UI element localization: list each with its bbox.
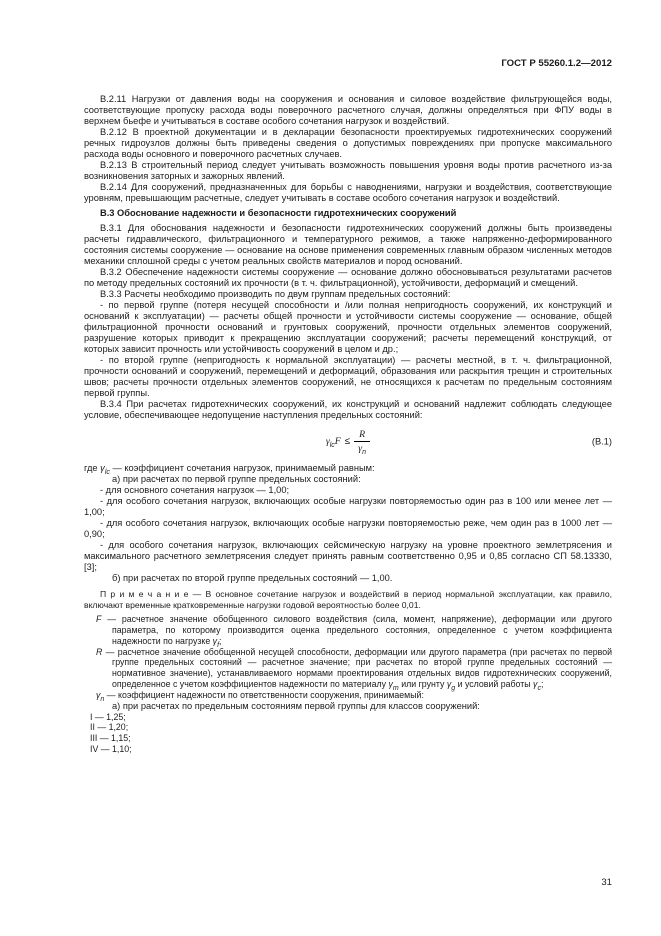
- doc-paragraph: $\gamma_n$ — коэффициент надежности по ответственности сооружения, принимаемый:: [96, 689, 424, 703]
- formula-lhs: $\gamma_{lc}F$: [325, 436, 341, 449]
- doc-paragraph: II — 1,20;: [90, 722, 129, 733]
- doc-paragraph: I — 1,25;: [90, 711, 126, 722]
- doc-paragraph: П р и м е ч а н и е — В основное сочетание нагрузок и воздействий в период нормальной эксплуатации, как правило, включают временные кратковременные нагрузки годовой вероятностью более 0,01.: [84, 589, 612, 610]
- doc-paragraph: F — расчетное значение обобщенного силового воздействия (сила, момент, напряжение), деформации или другого параметра, по которому производится оценка предельного состояния, определенное с учетом коэффициента надежности по нагрузке $\gamma_f$;: [96, 614, 612, 649]
- doc-paragraph: - по второй группе (непригодность к нормальной эксплуатации) — расчеты местной, в т. ч. фильтрационной, прочности оснований и сооружений, перемещений и деформаций, образования или раскрытия трещин и строительных швов; расчеты прочности отдельных элементов сооружений, не относящихся к расчетам по предельным состояниям первой группы.: [84, 355, 612, 398]
- doc-paragraph: IV — 1,10;: [90, 743, 132, 754]
- doc-paragraph: В.3.1 Для обоснования надежности и безопасности гидротехнических сооружений должны быть произведены расчеты гидравлического, фильтрационного и температурного режимов, а также напряженно-деформированного состояния системы сооружение — основание на основе применения современных главным образом численных методов механики сплошной среды с учетом реальных свойств материалов и пород оснований.: [84, 223, 612, 266]
- formula-b1: [326, 429, 370, 454]
- document-number-header: ГОСТ Р 55260.1.2—2012: [501, 58, 612, 69]
- formula-number: (В.1): [591, 436, 612, 446]
- formula-fraction: $\frac{R}{\gamma_n}$: [354, 429, 370, 454]
- doc-paragraph: В.2.13 В строительный период следует учитывать возможность повышения уровня воды против расчетного из-за возникновения заторных и зажорных явлений.: [84, 160, 612, 181]
- doc-paragraph: б) при расчетах по второй группе предельных состояний — 1,00.: [112, 573, 393, 583]
- page-number: 31: [601, 877, 612, 888]
- doc-paragraph: - для особого сочетания нагрузок, включающих сейсмическую нагрузку на уровне проектного землетрясения и максимального расчетного землетрясения следует принять равным соответственно 0,95 и 0,85 согласно СП 58.13330, [3];: [84, 540, 612, 572]
- doc-paragraph: В.3.3 Расчеты необходимо производить по двум группам предельных состояний:: [100, 289, 451, 299]
- doc-paragraph: В.3.4 При расчетах гидротехнических сооружений, их конструкций и оснований надлежит соблюдать следующее условие, обеспечивающее недопущение наступления предельных состояний:: [84, 399, 612, 420]
- doc-paragraph: где $\gamma_{lc}$ — коэффициент сочетания нагрузок, принимаемый равным:: [84, 463, 375, 476]
- doc-paragraph: а) при расчетах по первой группе предельных состояний:: [112, 474, 361, 484]
- doc-paragraph: - для особого сочетания нагрузок, включающих особые нагрузки повторяемостью реже, чем один раз в 1000 лет — 0,90;: [84, 518, 612, 539]
- formula-relation: ≤: [344, 436, 351, 447]
- doc-paragraph: В.2.11 Нагрузки от давления воды на сооружения и основания и силовое воздействие фильтрующейся воды, соответствующие пропуску расхода воды поверочного расчетного случая, должны определяться при ФПУ воды в верхнем бьефе и учитываться в составе особого сочетания нагрузок и воздействий.: [84, 94, 612, 126]
- doc-paragraph: R — расчетное значение обобщенной несущей способности, деформации или другого параметра (при расчетах по первой группе предельных состояний — расчетное значение; при расчетах по второй группе предельных состояний — нормативное значение), устанавливаемого нормами проектирования отдельных видов гидротехнических сооружений, определенное с учетом коэффициентов надежности по материалу $\gamma_m$ или грунту $\gamma_g$ и условий работы $\gamma_c$;: [96, 646, 612, 692]
- doc-paragraph: В.2.14 Для сооружений, предназначенных для борьбы с наводнениями, нагрузки и воздействия, соответствующие уровням, превышающим расчетные, следует учитывать в составе особого сочетания нагрузок и воздействий.: [84, 182, 612, 203]
- doc-paragraph: - для основного сочетания нагрузок — 1,00;: [100, 485, 290, 495]
- formula-block: [84, 429, 612, 454]
- document-body: [84, 94, 612, 755]
- section-heading: В.3 Обоснование надежности и безопасности гидротехнических сооружений: [100, 208, 457, 218]
- doc-paragraph: - по первой группе (потеря несущей способности и /или полная непригодность сооружений, их конструкций и оснований к эксплуатации) — расчеты общей прочности и устойчивости системы сооружение — основание, общей фильтрационной прочности оснований и грунтовых сооружений, прочности отдельных элементов сооружений, разрушение которых приводит к прекращению эксплуатации сооружений; расчеты перемещений конструкций, от которых зависит прочность или устойчивость сооружений в целом и др.;: [84, 300, 612, 354]
- doc-paragraph: В.3.2 Обеспечение надежности системы сооружение — основание должно обосновываться результатами расчетов по методу предельных состояний их прочности (в т. ч. фильтрационной), устойчивости, деформаций и смещений.: [84, 267, 612, 288]
- doc-paragraph: а) при расчетах по предельным состояниям первой группы для классов сооружений:: [112, 700, 480, 711]
- doc-paragraph: В.2.12 В проектной документации и в декларации безопасности проектируемых гидротехнических сооружений речных гидроузлов должны быть приведены сведения о допустимых повреждениях при пропуске максимального расхода воды основного и поверочного расчетных случаев.: [84, 127, 612, 159]
- doc-paragraph: - для особого сочетания нагрузок, включающих особые нагрузки повторяемостью один раз в 100 или менее лет — 1,00;: [84, 496, 612, 517]
- doc-paragraph: III — 1,15;: [90, 733, 131, 744]
